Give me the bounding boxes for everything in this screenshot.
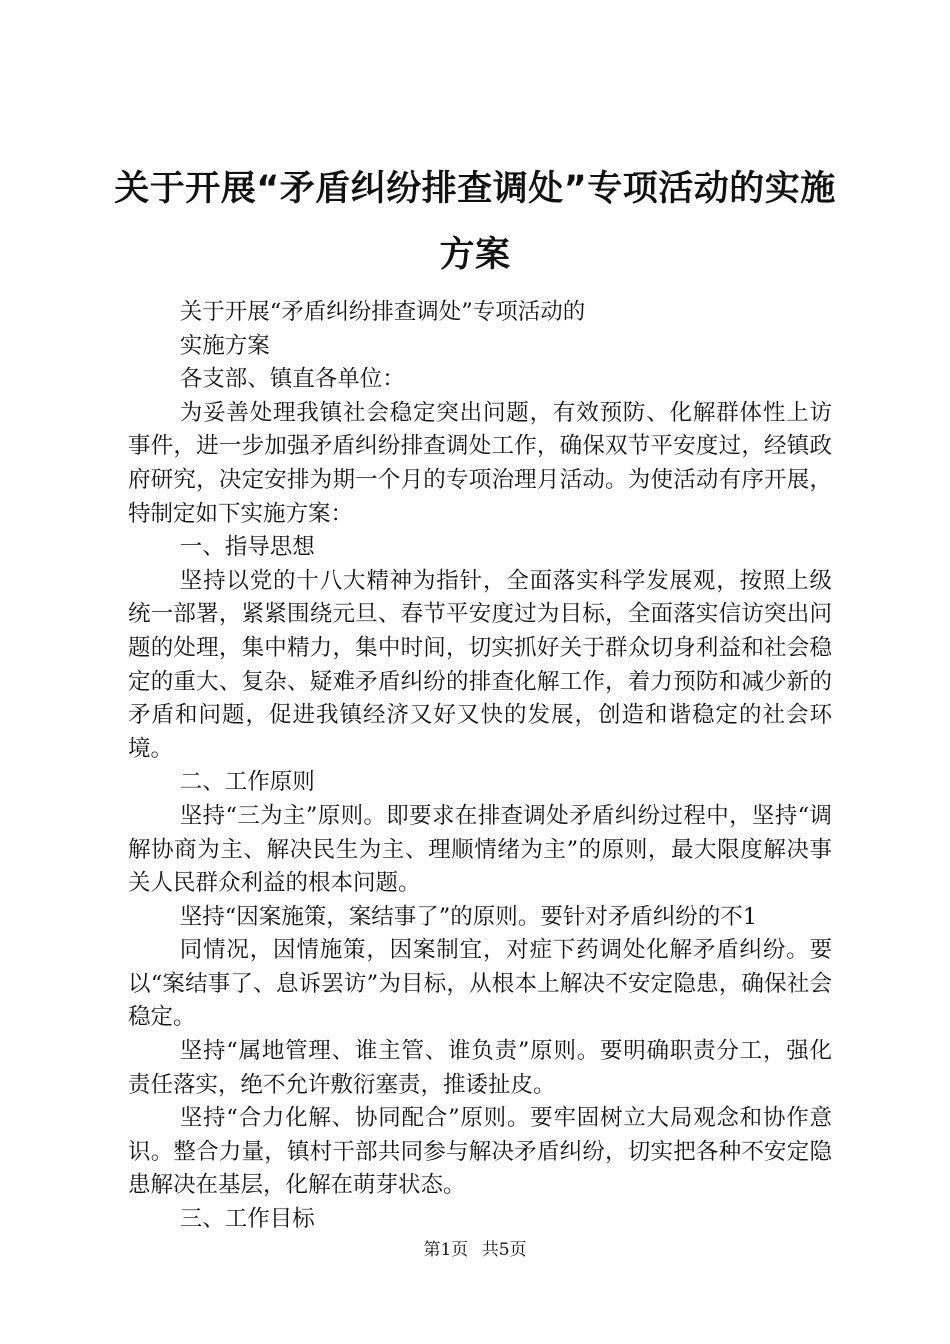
paragraph: 各支部、镇直各单位： bbox=[179, 366, 405, 393]
section-heading: 三、工作目标 bbox=[179, 1206, 315, 1233]
section-heading: 一、指导思想 bbox=[179, 534, 315, 561]
document-title: 关于开展“矛盾纠纷排查调处”专项活动的实施方案 bbox=[114, 169, 836, 275]
document-body bbox=[128, 296, 832, 1237]
paragraph: 同情况，因情施策，因案制宜，对症下药调处化解矛盾纠纷。要以“案结事了、息诉罢访”为目标，从根本上解决不安定隐患，确保社会稳定。 bbox=[128, 937, 832, 1031]
paragraph: 为妥善处理我镇社会稳定突出问题，有效预防、化解群体性上访事件，进一步加强矛盾纠纷排查调处工作，确保双节平安度过，经镇政府研究，决定安排为期一个月的专项治理月活动。为使活动有序开展，特制定如下实施方案： bbox=[128, 399, 832, 527]
paragraph: 坚持以党的十八大精神为指针，全面落实科学发展观，按照上级统一部署，紧紧围绕元旦、春节平安度过为目标，全面落实信访突出问题的处理，集中精力，集中时间，切实抓好关于群众切身利益和社会稳定的重大、复杂、疑难矛盾纠纷的排查化解工作，着力预防和减少新的矛盾和问题，促进我镇经济又好又快的发展，创造和谐稳定的社会环境。 bbox=[128, 567, 832, 762]
paragraph: 坚持“因案施策，案结事了”的原则。要针对矛盾纠纷的不1 bbox=[179, 903, 758, 930]
page-number: 第1页 bbox=[423, 1240, 469, 1260]
paragraph: 关于开展“矛盾纠纷排查调处”专项活动的 bbox=[179, 299, 586, 325]
paragraph: 实施方案 bbox=[179, 332, 270, 359]
section-heading: 二、工作原则 bbox=[179, 769, 315, 796]
page-footer bbox=[0, 1238, 950, 1262]
paragraph: 坚持“属地管理、谁主管、谁负责”原则。要明确职责分工，强化责任落实，绝不允许敷衍塞责，推诿扯皮。 bbox=[128, 1038, 832, 1098]
paragraph: 坚持“合力化解、协同配合”原则。要牢固树立大局观念和协作意识。整合力量，镇村干部共同参与解决矛盾纠纷，切实把各种不安定隐患解决在基层，化解在萌芽状态。 bbox=[128, 1105, 832, 1199]
paragraph: 坚持“三为主”原则。即要求在排查调处矛盾纠纷过程中，坚持“调解协商为主、解决民生为主、理顺情绪为主”的原则，最大限度解决事关人民群众利益的根本问题。 bbox=[128, 802, 832, 897]
page-total: 共5页 bbox=[481, 1240, 527, 1260]
